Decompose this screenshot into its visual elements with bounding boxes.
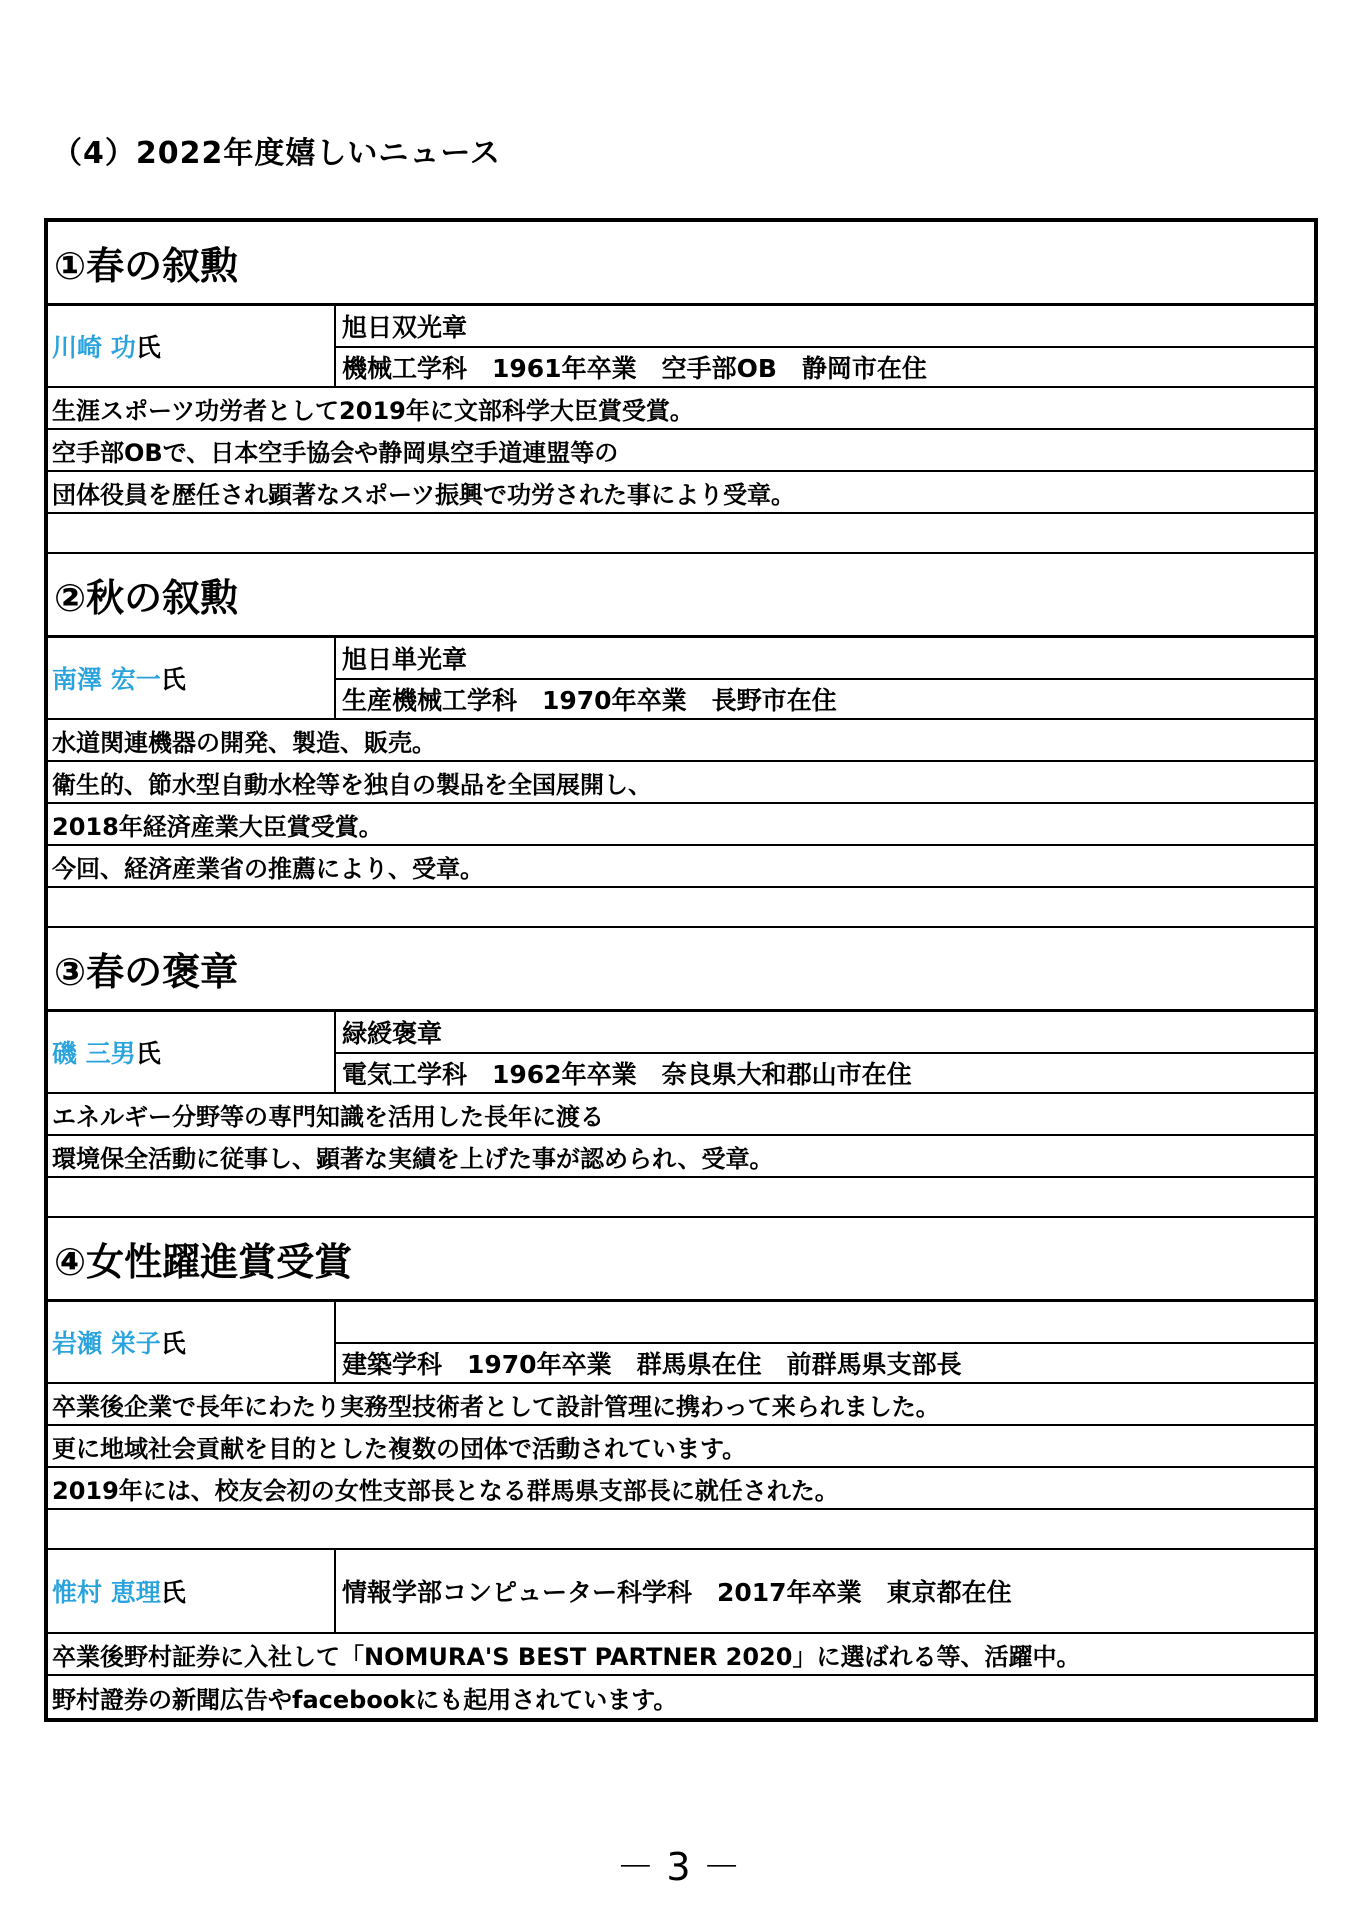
person-name xyxy=(48,1012,336,1092)
section-title: ④女性躍進賞受賞 xyxy=(48,1218,1314,1302)
person-name-text: 惟村 恵理 xyxy=(52,1578,161,1607)
news-table xyxy=(44,218,1318,1722)
person-name xyxy=(48,1302,336,1382)
description-line: 生涯スポーツ功労者として2019年に文部科学大臣賞受賞。 xyxy=(48,388,1314,430)
description-line: 卒業後野村証券に入社して「NOMURA'S BEST PARTNER 2020」に選ばれる等、活躍中。 xyxy=(48,1634,1314,1676)
person-detail: 情報学部コンピューター科学科 2017年卒業 東京都在住 xyxy=(342,1578,1012,1607)
description-line: 卒業後企業で長年にわたり実務型技術者として設計管理に携わって来られました。 xyxy=(48,1384,1314,1426)
person-name xyxy=(48,638,336,718)
honorific: 氏 xyxy=(160,1578,186,1607)
description-line: 水道関連機器の開発、製造、販売。 xyxy=(48,720,1314,762)
section-title: ①春の叙勲 xyxy=(48,222,1314,306)
description-line: 環境保全活動に従事し、顕著な実績を上げた事が認められ、受章。 xyxy=(48,1136,1314,1178)
blank-row xyxy=(48,888,1314,928)
description-line: 2019年には、校友会初の女性支部長となる群馬県支部長に就任された。 xyxy=(48,1468,1314,1510)
section-title: ③春の褒章 xyxy=(48,928,1314,1012)
blank-row xyxy=(48,1178,1314,1218)
person-name-text: 磯 三男 xyxy=(52,1039,136,1068)
person-name-text: 岩瀬 栄子 xyxy=(52,1329,161,1358)
person-row xyxy=(48,1550,1314,1634)
honorific: 氏 xyxy=(160,1329,186,1358)
section-title: ②秋の叙勲 xyxy=(48,554,1314,638)
person-detail: 生産機械工学科 1970年卒業 長野市在住 xyxy=(336,678,1314,718)
person-detail: 電気工学科 1962年卒業 奈良県大和郡山市在住 xyxy=(336,1052,1314,1092)
page-heading: （4）2022年度嬉しいニュース xyxy=(52,136,501,171)
description-line: 空手部OBで、日本空手協会や静岡県空手道連盟等の xyxy=(48,430,1314,472)
description-line: エネルギー分野等の専門知識を活用した長年に渡る xyxy=(48,1094,1314,1136)
person-name xyxy=(48,1550,336,1632)
description-line: 野村證券の新聞広告やfacebookにも起用されています。 xyxy=(52,1685,678,1714)
honorific: 氏 xyxy=(135,333,161,362)
description-line: 衛生的、節水型自動水栓等を独自の製品を全国展開し、 xyxy=(48,762,1314,804)
award-name xyxy=(336,1302,1314,1342)
page-number: － 3 － xyxy=(616,1845,741,1889)
person-name xyxy=(48,306,336,386)
person-detail: 機械工学科 1961年卒業 空手部OB 静岡市在住 xyxy=(336,346,1314,386)
description-line: 団体役員を歴任され顕著なスポーツ振興で功労された事により受章。 xyxy=(48,472,1314,514)
description-line: 2018年経済産業大臣賞受賞。 xyxy=(48,804,1314,846)
award-name: 旭日双光章 xyxy=(342,313,468,342)
person-row xyxy=(48,1302,1314,1384)
award-name: 緑綬褒章 xyxy=(342,1019,443,1048)
person-detail: 建築学科 1970年卒業 群馬県在住 前群馬県支部長 xyxy=(336,1342,1314,1382)
award-name: 旭日単光章 xyxy=(342,645,468,674)
honorific: 氏 xyxy=(160,665,186,694)
blank-row xyxy=(48,514,1314,554)
person-row xyxy=(48,638,1314,720)
honorific: 氏 xyxy=(135,1039,161,1068)
person-row xyxy=(48,306,1314,388)
description-line: 今回、経済産業省の推薦により、受章。 xyxy=(48,846,1314,888)
person-row xyxy=(48,1012,1314,1094)
description-line: 更に地域社会貢献を目的とした複数の団体で活動されています。 xyxy=(48,1426,1314,1468)
person-name-text: 川崎 功 xyxy=(52,333,136,362)
blank-row xyxy=(48,1510,1314,1550)
person-name-text: 南澤 宏一 xyxy=(52,665,161,694)
